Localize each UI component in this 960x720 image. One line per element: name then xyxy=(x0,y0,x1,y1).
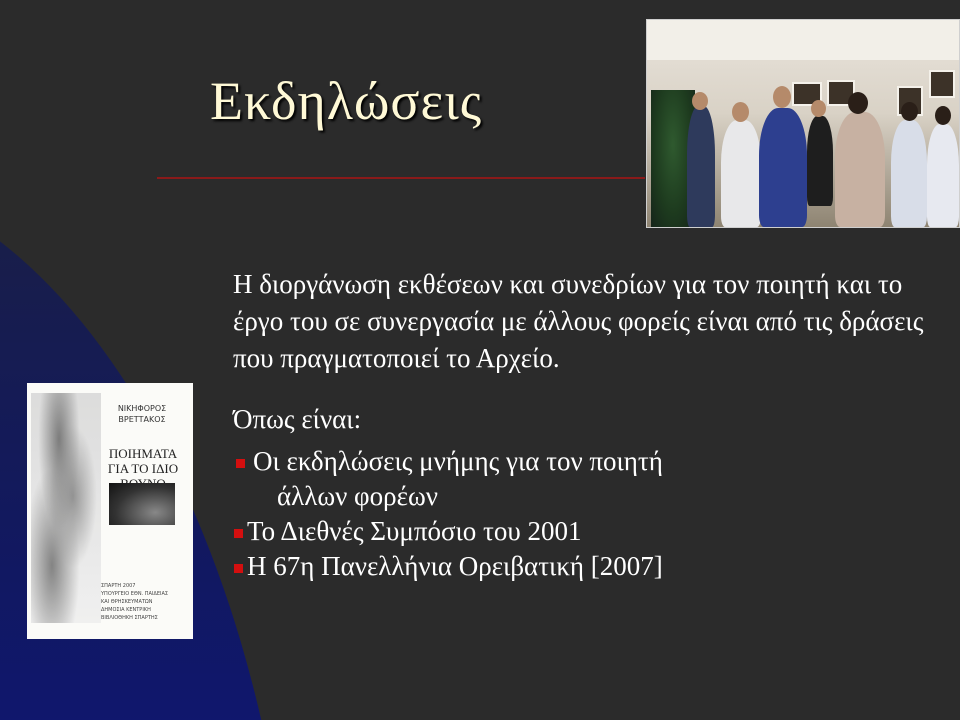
photo-person xyxy=(687,106,715,227)
list-item-continuation: άλλων φορέων xyxy=(277,481,438,511)
book-author: ΝΙΚΗΦΟΡΟΣ ΒΡΕΤΤΑΚΟΣ xyxy=(117,404,167,424)
list-item xyxy=(233,514,953,549)
photo-person xyxy=(759,108,807,227)
photo-person-head xyxy=(811,100,826,117)
photo-person-head xyxy=(732,102,749,122)
list-label: Όπως είναι: xyxy=(233,404,362,434)
square-bullet-icon xyxy=(236,459,245,468)
book-cover-illustration xyxy=(31,393,101,623)
photo-person-head xyxy=(692,92,708,110)
bullet-list xyxy=(233,444,953,584)
photo-person xyxy=(835,112,885,227)
photo-ceiling xyxy=(647,20,959,60)
exhibition-photo xyxy=(646,19,960,228)
title-divider xyxy=(157,177,645,179)
photo-person-head xyxy=(848,92,868,114)
book-cover-picture xyxy=(109,483,175,525)
slide-title: Εκδηλώσεις xyxy=(210,71,483,131)
photo-person xyxy=(891,120,927,227)
list-item xyxy=(233,444,953,514)
photo-person-head xyxy=(901,102,918,121)
photo-person-head xyxy=(935,106,951,125)
book-publisher: ΣΠΑΡΤΗ 2007 ΥΠΟΥΡΓΕΙΟ ΕΘΝ. ΠΑΙΔΕΙΑΣ ΚΑΙ ΘΡΗΣΚΕΥΜΑΤΩΝ ΔΗΜΟΣΙΑ ΚΕΝΤΡΙΚΗ ΒΙΒΛΙΟΘΗΚΗ ΣΠΑΡΤΗΣ xyxy=(101,583,169,621)
square-bullet-icon xyxy=(234,564,243,573)
list-item-text: Οι εκδηλώσεις μνήμης για τον ποιητή xyxy=(253,446,663,476)
list-item-text: Το Διεθνές Συμπόσιο του 2001 xyxy=(247,516,582,546)
book-cover-image xyxy=(27,383,193,639)
book-title: ΠΟΙΗΜΑΤΑ ΓΙΑ ΤΟ ΙΔΙΟ xyxy=(107,446,179,476)
list-item xyxy=(233,549,953,584)
photo-person xyxy=(721,120,761,227)
square-bullet-icon xyxy=(234,529,243,538)
intro-paragraph: Η διοργάνωση εκθέσεων και συνεδρίων για τον ποιητή και το έργο του σε συνεργασία με άλλους φορείς είναι από τις δράσεις που πραγματοποιεί το Αρχείο. xyxy=(233,269,924,373)
photo-person-head xyxy=(773,86,791,108)
slide-body xyxy=(233,266,953,584)
photo-person xyxy=(807,116,833,206)
list-item-text: Η 67η Πανελλήνια Ορειβατική [2007] xyxy=(247,551,663,581)
photo-wall-frame xyxy=(929,70,955,98)
photo-person xyxy=(927,124,959,227)
